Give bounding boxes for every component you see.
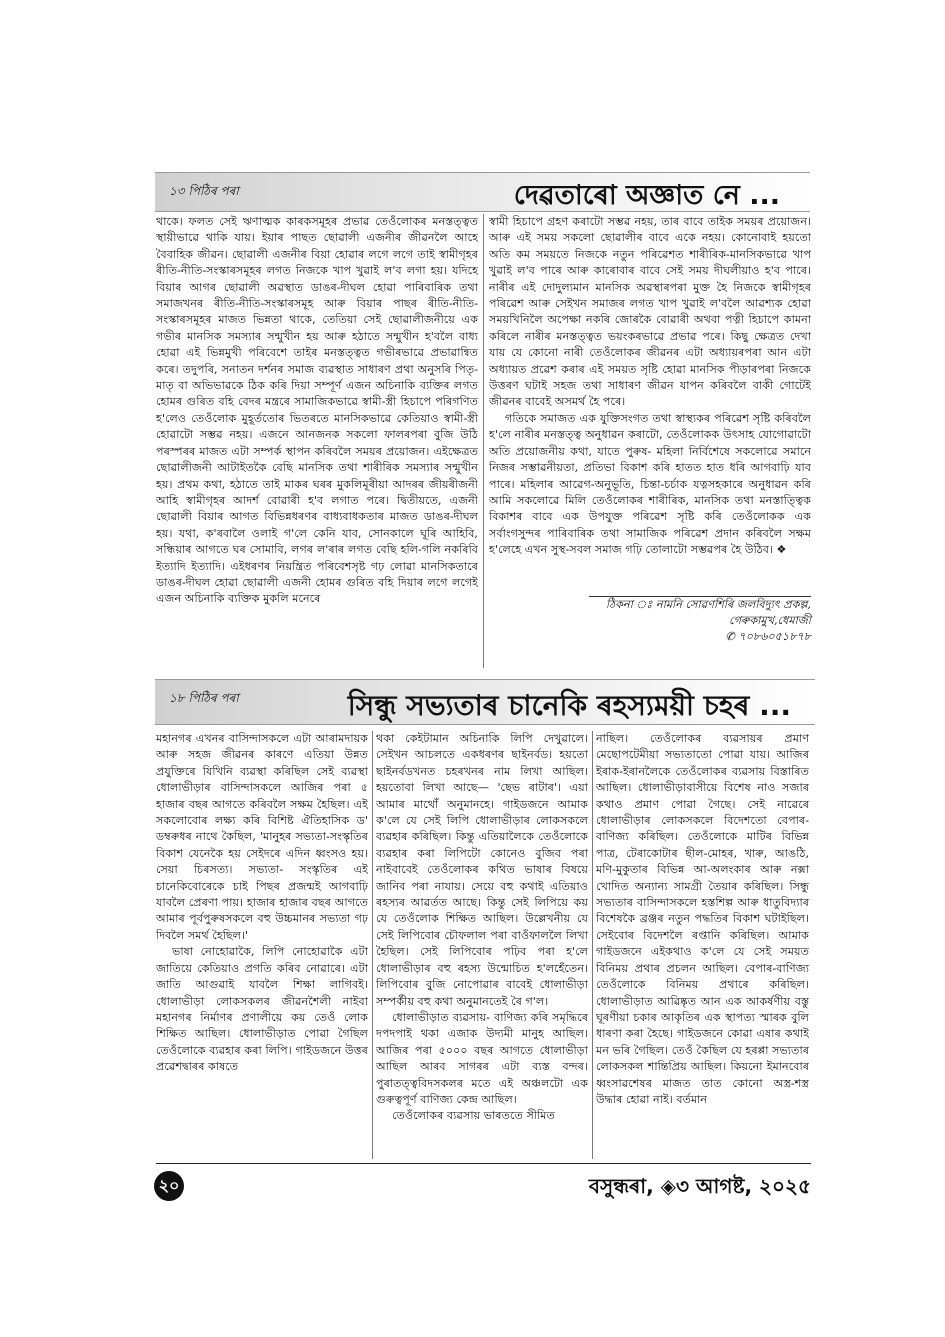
paragraph: নাছিল। তেওঁলোকৰ ব্যৱসায়ৰ প্ৰমাণ মেছোপটেমীয়া সভ্যতাতো পোৱা যায়। আজিৰ ইৰাক-ইৰানলৈকে তেওঁলোকৰ ব্যৱসায় বিস্তাৰিত আছিল। ধোলাভীড়াবাসীয়ে বিশেষ নাও সজাৰ কথাও প্ৰমাণ পোৱা গৈছে। সেই নাৱেৰে ধোলাভীড়াৰ লোকসকলে বিদেশতো বেপাৰ-বাণিজ্য কৰিছিল। তেওঁলোকে মাটিৰ বিভিন্ন পাত্ৰ, টেৰাকোটাৰ ছীল-মোহৰ, খাৰু, আঙঠি, মণি-মুকুতাৰ বিভিন্ন আ-অলংকাৰ আৰু নক্সা খোদিত অন্যান্য সামগ্ৰী তৈয়াৰ কৰিছিল। সিন্ধু সভ্যতাৰ বাসিন্দাসকলে হস্তশিল্প আৰু ধাতুবিদ্যাৰ বিশেষকৈ ব্ৰঞ্জৰ নতুন পদ্ধতিৰ বিকাশ ঘটাইছিল। সেইবোৰ বিদেশলৈ ৰপ্তানি কৰিছিল। আমাক গাইডজনে এইকথাও ক'লে যে সেই সময়ত বিনিময় প্ৰথাৰ প্ৰচলন আছিল। বেপাৰ-বাণিজ্য তেওঁলোকে বিনিময় প্ৰথাৰে কৰিছিল। ধোলাভীড়াত আৱিষ্কৃত আন এক আকৰ্ষণীয় বস্তু ঘূৰণীয়া চকাৰ আকৃতিৰ এক স্থাপত্য স্মাৰক বুলি ধাৰণা কৰা হৈছে। গাইডজনে কোৱা এষাৰ কথাই মন ভৰি গৈছিল। তেওঁ কৈছিল যে হৰপ্পা সভ্যতাৰ লোকসকল শান্তিপ্ৰিয় আছিল। কিয়নো ইমানবোৰ ধ্বংসাৱশেষৰ মাজত তাত কোনো অস্ত্ৰ-শস্ত্ৰ উদ্ধাৰ হোৱা নাই। বৰ্তমান	[596, 732, 809, 1106]
page-number: ২০	[154, 1171, 184, 1201]
column-divider	[483, 214, 484, 668]
paragraph: স্বামী হিচাপে গ্ৰহণ কৰাটো সম্ভৱ নহয়, তাৰ বাবে তাইক সময়ৰ প্ৰয়োজন। আৰু এই সময় সকলো ছোৱালীৰ বাবে একে নহয়। কোনোবাই হয়তো অতি কম সময়তে নিজকে নতুন পৰিৱেশত শাৰীৰিক-মানসিকভাৱে খাপ খুৱাই ল'ব পাৰে আৰু কাৰোবাৰ বাবে সেই সময় দীঘলীয়াও হ'ব পাৰে। নাৰীৰ এই দোদুল্যমান মানসিক অৱস্থাৰপৰা মুক্ত হৈ নিজকে স্বামীগৃহৰ পৰিৱেশ আৰু সেইখন সমাজৰ লগত খাপ খুৱাই ল'বলৈ আৱশ্যক হোৱা সময়খিনিলৈ অপেক্ষা নকৰি জোৰকৈ বোৱাৰী অথবা পত্নী হিচাপে কামনা কৰিলে নাৰীৰ মনস্তত্ত্বত ভয়ংকৰভাৱে প্ৰভাৱ পৰে। কিছু ক্ষেত্ৰত দেখা যায় যে কোনো নাৰী তেওঁলোকৰ জীৱনৰ এটা অধ্যায়ৰপৰা আন এটা অধ্যায়ত প্ৰৱেশ কৰাৰ এই সময়ত সৃষ্টি হোৱা মানসিক পীড়াৰপৰা নিজকে উত্তৰণ ঘটাই সহজ তথা সাধাৰণ জীৱন যাপন কৰিবলৈ বাকী গোটেই জীৱনৰ বাবেই অসমৰ্থ হৈ পৰে।	[489, 215, 811, 409]
article2-continued-from: ১৮ পিঠিৰ পৰা	[169, 691, 239, 705]
article1-title: দেৱতাৰো অজ্ঞাত নে ...	[513, 180, 780, 211]
article1-column-2	[489, 214, 811, 594]
paragraph: ভাষা নোহোৱাকৈ, লিপি নোহোৱাকৈ এটা জাতিয়ে কেতিয়াও প্ৰগতি কৰিব নোৱাৰে। এটা জাতি আগুৱাই যাবলৈ শিক্ষা লাগিবই। ধোলাভীড়া লোকসকলৰ জীৱনশৈলী নাইবা মহানগৰ নিৰ্মাণৰ প্ৰণালীয়ে কয় তেওঁ লোক শিক্ষিত আছিল। ধোলাভীড়াত পোৱা গৈছিল তেওঁলোকে ব্যৱহাৰ কৰা লিপি। গাইডজনে উত্তৰ প্ৰৱেশদ্বাৰৰ কাষতে	[156, 945, 368, 1074]
article2-header	[155, 679, 815, 725]
address-line: গেৰুকামুখ,ধেমাজী	[729, 614, 811, 627]
article1-continued-from: ১৩ পিঠিৰ পৰা	[169, 184, 239, 198]
column-divider	[592, 731, 593, 1159]
article1-header	[155, 172, 810, 212]
phone-number: ✆ ৭০৮৬০৫১৮৭৮	[725, 630, 811, 643]
article2-column-1	[156, 731, 368, 1159]
paragraph: ধোলাভীড়াত ব্যৱসায়- বাণিজ্য কৰি সমৃদ্ধিৰে দপদপাই থকা এজাক উদ্যমী মানুহ আছিল। আজিৰ পৰা ৫০০০ বছৰ আগতে ধোলাভীড়া আছিল আৰব সাগৰৰ এটা ব্যস্ত বন্দৰ। পুৰাতত্ত্ববিদসকলৰ মতে এই অঞ্চলটো এক গুৰুত্বপূৰ্ণ বাণিজ্য কেন্দ্ৰ আছিল।	[376, 1010, 588, 1106]
article2-column-3	[596, 731, 809, 1159]
article1-column-1	[156, 214, 478, 668]
paragraph: থাকে। ফলত সেই ঋণাত্মক কাৰকসমূহৰ প্ৰভাৱ তেওঁলোকৰ মনস্তত্ত্বত স্থায়ীভাৱে থাকি যায়। ইয়াৰ পাছত ছোৱালী এজনীৰ জীৱনলৈ আহে বৈবাহিক জীৱন। ছোৱালী এজনীৰ বিয়া হোৱাৰ লগে লগে তাই স্বামীগৃহৰ ৰীতি-নীতি-সংস্কাৰসমূহৰ লগত নিজকে খাপ খুৱাই ল'ব লগা হয়। যদিহে বিয়াৰ আগৰ ছোৱালী অৱস্থাত ডাঙৰ-দীঘল হোৱা পাৰিবাৰিক তথা সমাজখনৰ ৰীতি-নীতি-সংস্কাৰসমূহ আৰু বিয়াৰ পাছৰ ৰীতি-নীতি-সংস্কাৰসমূহৰ মাজত ভিন্নতা থাকে, তেতিয়া সেই ছোৱালীজনীয়ে এক গভীৰ মানসিক সমস্যাৰ সন্মুখীন হয় আৰু হঠাতে সন্মুখীন হ'বলৈ বাধ্য হোৱা এই ভিন্নমুখী পৰিবেশে তাইৰ মনস্তত্ত্বত গভীৰভাৱে প্ৰভাৱান্বিত কৰে। তদুপৰি, সনাতন দৰ্শনৰ সমাজ ব্যৱস্থাত সাধাৰণ প্ৰথা অনুসৰি পিতৃ-মাতৃ বা অভিভাৱকে ঠিক কৰি দিয়া সম্পূৰ্ণ এজন অচিনাকি ব্যক্তিৰ লগত হোমৰ গুৰিত বহি বেদৰ মন্ত্ৰৰে সামাজিকভাৱে স্বামী-স্ত্ৰী হিচাপে পৰিগণিত হ'লেও তেওঁলোক মুহূৰ্ততোৰ ভিতৰতে মানসিকভাৱে কেতিয়াও স্বামী-স্ত্ৰী হোৱাটো সম্ভৱ নহয়। এজনে আনজনক সকলো ফালৰপৰা বুজি উঠি পৰস্পৰৰ মাজত এটা সম্পৰ্ক স্থাপন কৰিবলৈ সময়ৰ প্ৰয়োজন। এইক্ষেত্ৰত ছোৱালীজনী আটাইতকৈ বেছি মানসিক তথা শাৰীৰিক সমস্যাৰ সন্মুখীন হয়। প্ৰথম কথা, হঠাতে তাই মাকৰ ঘৰৰ মুকলিমূৰীয়া আদৰৰ জীয়ৰীজনী আহি স্বামীগৃহৰ আদৰ্শ বোৱাৰী হ'ব লগাত পৰে। দ্বিতীয়তে, এজনী ছোৱালী বিয়াৰ আগত বিভিন্নধৰণৰ বাধ্যবাধকতাৰ মাজত ডাঙৰ-দীঘল হয়। যথা, ক'ৰবালৈ ওলাই গ'লে কেনি যাব, সোনকালে ঘূৰি আহিবি, সন্ধিয়াৰ আগতে ঘৰ সোমাবি, লগৰ ল'ৰাৰ লগত বেছি হলি-গলি নকৰিবি ইত্যাদি ইত্যাদি। এইধৰণৰ নিয়ন্ত্ৰিত পৰিবেশসৃষ্ট গঢ় লোৱা মানসিকতাৰে ডাঙৰ-দীঘল হোৱা ছোৱালী এজনী হোমৰ গুৰিত বহি দিয়াৰ লগে লগেই এজন অচিনাকি ব্যক্তিক মুকলি মনেৰে	[156, 215, 478, 606]
paragraph: মহানগৰ এখনৰ বাসিন্দাসকলে এটা আৰামদায়ক আৰু সহজ জীৱনৰ কাৰণে এতিয়া উন্নত প্ৰযুক্তিৰে যিখিনি ব্যৱস্থা কৰিছিল সেই ব্যৱস্থা ধোলাভীড়াৰ বাসিন্দাসকলে আজিৰ পৰা ৫ হাজাৰ বছৰ আগতে কৰিবলৈ সক্ষম হৈছিল। এই সকলোবোৰ লক্ষ্য কৰি বিশিষ্ট ঐতিহাসিক ড' ডম্বৰুধৰ নাথে কৈছিল, 'মানুহৰ সভ্যতা-সংস্কৃতিৰ বিকাশ যেনেকৈ হয় সেইদৰে এদিন ধ্বংসও হয়। সেয়া চিৰসত্য। সভ্যতা- সংস্কৃতিৰ এই চানেকিবোৰেকে চাই পিছৰ প্ৰজন্মই আগবাঢ়ি যাবলৈ প্ৰেৰণা পায়। হাজাৰ হাজাৰ বছৰ আগতে আমাৰ পূৰ্বপুৰুষসকলে বহু উচ্চমানৰ সভ্যতা গঢ় দিবলৈ সমৰ্থ হৈছিল।'	[156, 732, 368, 942]
paragraph: থকা কেইটামান অচিনাকি লিপি দেখুৱালে। সেইখন আচলতে একধৰণৰ ছাইনৰ্বড। হয়তো ছাইনৰ্বডখনত চহৰখনৰ নাম লিখা আছিল। হয়তোবা লিখা আছে— 'ছেভ ৰাটাৰ'। এয়া আমাৰ মাথোঁ অনুমানহে। গাইডজনে আমাক ক'লে যে সেই লিপি ধোলাভীড়াৰ লোকসকলে ব্যৱহাৰ কৰিছিল। কিন্তু এতিয়ালৈকে তেওঁলোকে ব্যৱহাৰ কৰা লিপিটো কোনেও বুজিব পৰা নাইবাবেই তেওঁলোকৰ কথিত ভাষাৰ বিষয়ে জানিব পৰা নাযায়। সেয়ে বহু কথাই এতিয়াও ৰহস্যৰ আৱৰ্তত আছে। কিন্তু সেই লিপিয়ে কয় যে তেওঁলোক শিক্ষিত আছিল। উল্লেখনীয় যে সেই লিপিবোৰ চৌফলাল পৰা বাওঁফাললৈ লিখা হৈছিল। সেই লিপিবোৰ পঢ়িব পৰা হ'লে ধোলাভীড়াৰ বহু ৰহস্য উন্মোচিত হ'লহেঁতেন। লিপিবোৰ বুজি নোপোৱাৰ বাবেই ধোলাভীড়া সম্পৰ্কীয় বহু কথা অনুমানতেই ৰৈ গ'ল।	[376, 732, 588, 1008]
paragraph: তেওঁলোকৰ ব্যৱসায় ভাৰততে সীমিত	[392, 1109, 555, 1123]
article2-column-2	[376, 731, 588, 1159]
address-line: ঠিকনা ঃ নামনি সোৱণশিৰি জলবিদ্যুৎ প্ৰকল্প,	[605, 598, 811, 611]
footer-rule	[156, 1163, 811, 1164]
column-divider	[372, 731, 373, 1159]
paragraph: গতিকে সমাজত এক যুক্তিসংগত তথা স্বাস্থ্যকৰ পৰিৱেশ সৃষ্টি কৰিবলৈ হ'লে নাৰীৰ মনস্তত্ত্ব অনুধাৱন কৰাটো, তেওঁলোকক উৎসাহ যোগোৱাটো অতি প্ৰয়োজনীয় কথা, যাতে পুৰুষ- মহিলা নিৰ্বিশেষে সকলোৱে সমানে নিজৰ সম্ভাৱনীয়তা, প্ৰতিভা বিকাশ কৰি হাতত হাত ধৰি আগবাঢ়ি যাব পাৰে। মহিলাৰ আৱেগ-অনুভূতি, চিন্তা-চৰ্চাক যত্নসহকাৰে অনুধাৱন কৰি আমি সকলোৱে মিলি তেওঁলোকৰ শাৰীৰিক, মানসিক তথা মনস্তাত্ত্বিক বিকাশৰ বাবে এক উপযুক্ত পৰিৱেশ সৃষ্টি কৰি তেওঁলোকক এক সৰ্বাংগসুন্দৰ পাৰিবাৰিক তথা সামাজিক পৰিৱেশ প্ৰদান কৰিবলৈ সক্ষম হ'লেহে এখন সুস্থ-সবল সমাজ গঢ়ি তোলাটো সম্ভৱপৰ হৈ উঠিব। ❖	[489, 411, 811, 557]
magazine-issue: বসুন্ধৰা, ◈৩ আগষ্ট, ২০২৫	[588, 1174, 811, 1198]
author-address	[489, 597, 811, 645]
article2-title: সিন্ধু সভ্যতাৰ চানেকি ৰহস্যময়ী চহৰ ...	[347, 689, 791, 722]
